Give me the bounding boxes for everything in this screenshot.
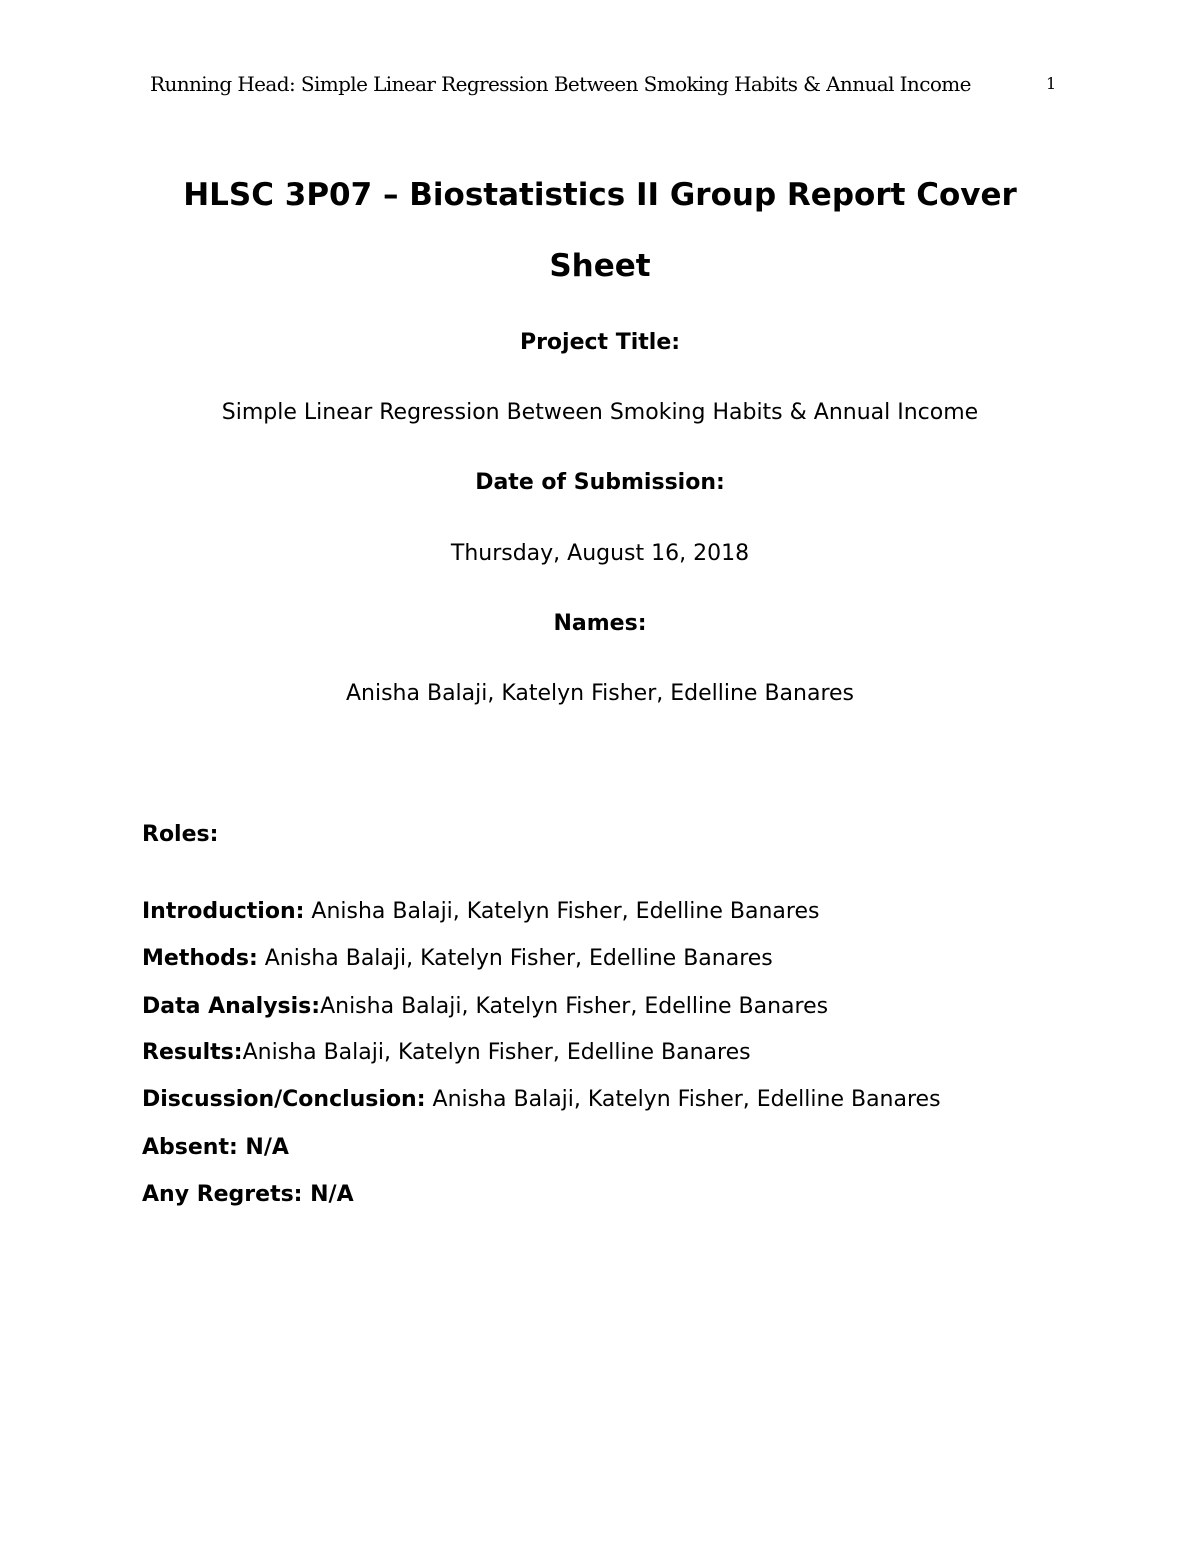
roles-heading: Roles:	[142, 822, 219, 847]
page-number: 1	[1046, 74, 1057, 93]
role-value: Anisha Balaji, Katelyn Fisher, Edelline Banares	[242, 1040, 751, 1065]
document-title	[100, 160, 1100, 302]
role-row-results	[142, 1038, 751, 1068]
names-label: Names:	[553, 611, 647, 636]
role-label: Introduction:	[142, 899, 305, 924]
role-label: Data Analysis:	[142, 994, 321, 1019]
running-head: Running Head: Simple Linear Regression Between Smoking Habits & Annual Income	[150, 72, 971, 96]
role-value: Anisha Balaji, Katelyn Fisher, Edelline Banares	[425, 1087, 941, 1112]
role-label: Methods:	[142, 946, 258, 971]
title-line-2: Sheet	[549, 248, 651, 284]
role-label: Any Regrets: N/A	[142, 1182, 354, 1207]
role-row-introduction	[142, 897, 819, 927]
role-label: Absent: N/A	[142, 1135, 289, 1160]
role-row-absent	[142, 1133, 289, 1163]
role-value: Anisha Balaji, Katelyn Fisher, Edelline Banares	[257, 946, 773, 971]
role-value: Anisha Balaji, Katelyn Fisher, Edelline Banares	[304, 899, 820, 924]
role-row-methods	[142, 944, 773, 974]
role-row-data-analysis	[142, 992, 828, 1022]
project-title-value: Simple Linear Regression Between Smoking Habits & Annual Income	[221, 400, 979, 425]
title-line-1: HLSC 3P07 – Biostatistics II Group Report Cover	[183, 177, 1017, 213]
date-value: Thursday, August 16, 2018	[450, 541, 750, 566]
role-row-discussion	[142, 1085, 941, 1115]
project-title-label: Project Title:	[519, 330, 681, 355]
role-label: Results:	[142, 1040, 243, 1065]
page-header	[0, 72, 1200, 102]
role-value: Anisha Balaji, Katelyn Fisher, Edelline Banares	[320, 994, 829, 1019]
date-label: Date of Submission:	[475, 470, 725, 495]
role-row-regrets	[142, 1180, 354, 1210]
role-label: Discussion/Conclusion:	[142, 1087, 426, 1112]
names-value: Anisha Balaji, Katelyn Fisher, Edelline Banares	[345, 681, 855, 706]
